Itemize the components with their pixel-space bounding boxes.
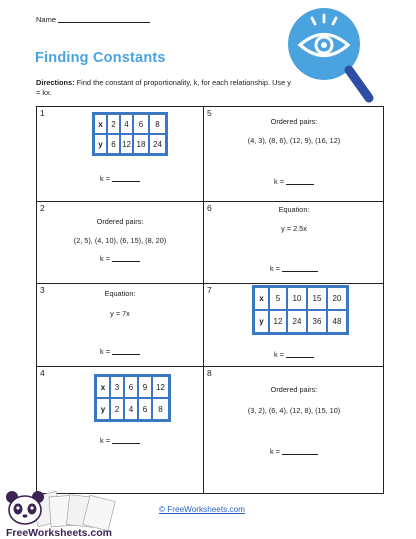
y-row xyxy=(94,134,166,154)
answer-line xyxy=(204,447,384,456)
answer-blank xyxy=(112,354,140,355)
problem-7 xyxy=(204,284,384,366)
x-row xyxy=(96,376,169,398)
problem-number: 5 xyxy=(207,108,212,118)
y-row xyxy=(254,310,347,333)
name-label: Name xyxy=(36,15,57,24)
answer-line xyxy=(204,350,384,359)
answer-blank xyxy=(112,181,140,182)
table-cell: 8 xyxy=(152,398,169,420)
x-row xyxy=(254,287,347,310)
k-label: k = xyxy=(274,350,284,359)
k-label: k = xyxy=(274,177,284,186)
k-label: k = xyxy=(100,436,110,445)
name-blank xyxy=(58,22,150,23)
problem-number: 6 xyxy=(207,203,212,213)
eye-magnifier-icon xyxy=(283,4,375,108)
x-row xyxy=(94,114,166,134)
problem-5 xyxy=(204,107,384,201)
problem-heading: Equation: xyxy=(278,205,310,214)
table-cell: 2 xyxy=(107,114,120,134)
k-label: k = xyxy=(270,447,280,456)
problem-6 xyxy=(204,202,384,283)
table-cell: 8 xyxy=(149,114,166,134)
table-cell: 12 xyxy=(269,310,287,333)
table-cell: 9 xyxy=(138,376,152,398)
equation: y = 2.5x xyxy=(281,224,307,233)
k-label: k = xyxy=(100,254,110,263)
xy-table xyxy=(252,285,349,335)
problem-number: 8 xyxy=(207,368,212,378)
answer-line xyxy=(37,254,203,263)
table-cell: 4 xyxy=(124,398,138,420)
y-row xyxy=(96,398,169,420)
table-cell: 6 xyxy=(124,376,138,398)
table-cell: 12 xyxy=(152,376,169,398)
table-cell: y xyxy=(94,134,107,154)
problem-heading: Ordered pairs: xyxy=(96,217,144,226)
panda-logo-icon xyxy=(4,490,124,538)
table-cell: 3 xyxy=(110,376,124,398)
copyright-link[interactable]: © FreeWorksheets.com xyxy=(159,505,245,514)
answer-blank xyxy=(282,271,318,272)
table-cell: 24 xyxy=(287,310,307,333)
xy-table xyxy=(94,374,171,422)
table-cell: 10 xyxy=(287,287,307,310)
k-label: k = xyxy=(100,347,110,356)
k-label: k = xyxy=(270,264,280,273)
problem-heading: Ordered pairs: xyxy=(270,117,318,126)
name-field xyxy=(36,15,150,24)
table-cell: 12 xyxy=(120,134,133,154)
problem-number: 4 xyxy=(40,368,45,378)
problem-heading: Equation: xyxy=(104,289,136,298)
brand-wordmark: FreeWorksheets.com xyxy=(6,527,113,538)
answer-blank xyxy=(282,454,318,455)
k-label: k = xyxy=(100,174,110,183)
problem-number: 2 xyxy=(40,203,45,213)
directions-text: Find the constant of proportionality, k, for each relationship. Use y = kx. xyxy=(36,78,291,97)
table-cell: 6 xyxy=(107,134,120,154)
problem-heading: Ordered pairs: xyxy=(270,385,318,394)
table-cell: 5 xyxy=(269,287,287,310)
answer-blank xyxy=(286,357,314,358)
directions xyxy=(36,78,296,98)
ordered-pairs: (3, 2), (6, 4), (12, 8), (15, 10) xyxy=(247,406,341,415)
problem-number: 1 xyxy=(40,108,45,118)
answer-line xyxy=(204,264,384,273)
table-cell: 24 xyxy=(149,134,166,154)
problem-number: 7 xyxy=(207,285,212,295)
table-cell: 48 xyxy=(327,310,347,333)
xy-table xyxy=(92,112,168,156)
table-cell: x xyxy=(96,376,110,398)
problem-8 xyxy=(204,367,384,494)
ordered-pairs: (4, 3), (8, 6), (12, 9), (16, 12) xyxy=(247,136,341,145)
problem-4 xyxy=(37,367,203,494)
answer-blank xyxy=(286,184,314,185)
problem-number: 3 xyxy=(40,285,45,295)
answer-line xyxy=(37,436,203,445)
table-cell: 6 xyxy=(138,398,152,420)
answer-line xyxy=(204,177,384,186)
problem-1 xyxy=(37,107,203,201)
equation: y = 7x xyxy=(110,309,130,318)
table-cell: x xyxy=(254,287,269,310)
table-cell: 4 xyxy=(120,114,133,134)
table-cell: x xyxy=(94,114,107,134)
table-cell: y xyxy=(254,310,269,333)
answer-blank xyxy=(112,443,140,444)
problem-grid xyxy=(36,106,384,494)
problem-3 xyxy=(37,284,203,366)
worksheet-title: Finding Constants xyxy=(35,50,166,66)
answer-line xyxy=(37,347,203,356)
directions-label: Directions: xyxy=(36,78,75,87)
table-cell: 20 xyxy=(327,287,347,310)
answer-blank xyxy=(112,261,140,262)
answer-line xyxy=(37,174,203,183)
table-cell: 36 xyxy=(307,310,327,333)
table-cell: y xyxy=(96,398,110,420)
table-cell: 2 xyxy=(110,398,124,420)
table-cell: 6 xyxy=(133,114,149,134)
table-cell: 15 xyxy=(307,287,327,310)
problem-2 xyxy=(37,202,203,283)
ordered-pairs: (2, 5), (4, 10), (6, 15), (8, 20) xyxy=(73,236,167,245)
table-cell: 18 xyxy=(133,134,149,154)
